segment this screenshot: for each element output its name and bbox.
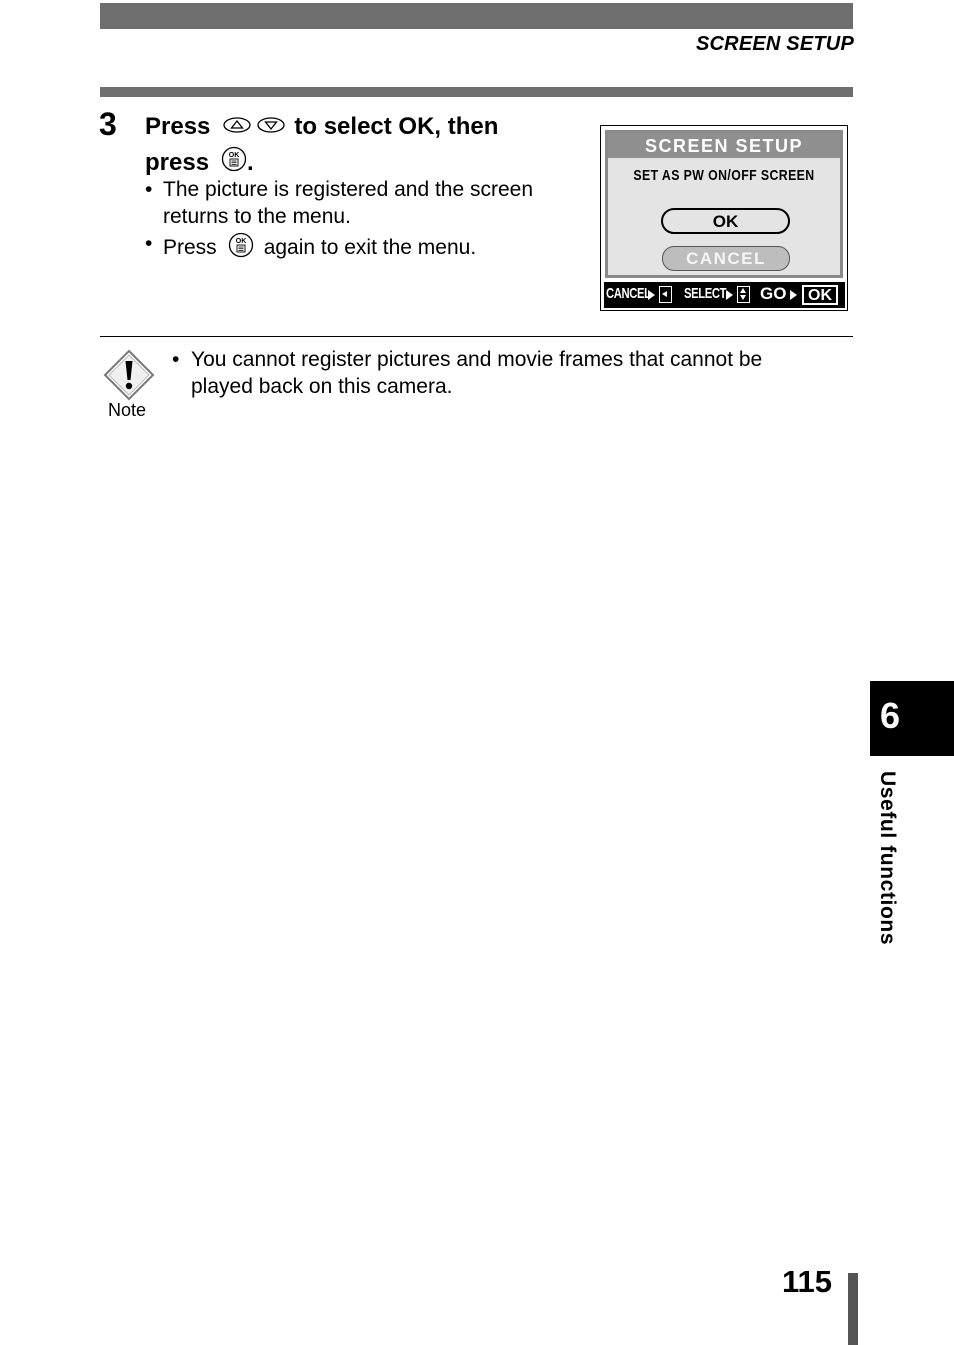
lcd-guide-go: GO	[760, 284, 787, 303]
bullet-text: The picture is registered and the screen	[163, 178, 534, 201]
note-bullet-dot: •	[172, 348, 180, 371]
bullet-text-cont: returns to the menu.	[163, 205, 351, 228]
section-title: SCREEN SETUP	[696, 33, 854, 55]
arrow-right-icon	[726, 290, 733, 300]
section-divider-bar	[100, 87, 853, 97]
lcd-title: SCREEN SETUP	[608, 133, 840, 158]
chapter-label-text: Useful functions	[876, 771, 899, 946]
bullet-dot: •	[145, 178, 153, 201]
step-number: 3	[99, 106, 117, 142]
note-divider	[100, 336, 853, 337]
chapter-tab	[870, 681, 954, 756]
bullet-text-exit	[163, 232, 476, 264]
chapter-label	[875, 771, 901, 961]
step-press-word-2: press	[145, 148, 210, 176]
arrow-right-icon	[790, 290, 797, 300]
lcd-guide-select: SELECT	[684, 285, 727, 302]
note-text-line-1: You cannot register pictures and movie frames that cannot be	[191, 348, 763, 371]
camera-screen-illustration	[600, 125, 848, 311]
ok-menu-button-icon	[221, 146, 247, 179]
step-instruction-rest: to select OK, then	[294, 113, 499, 140]
svg-text:OK: OK	[235, 238, 246, 245]
page-number-bar	[848, 1273, 858, 1345]
ok-menu-button-icon	[228, 232, 254, 264]
step-instruction-line-2	[145, 146, 254, 179]
header-bar	[100, 3, 853, 29]
down-arrow-button-icon	[256, 113, 286, 141]
bullet-exit-text: again to exit the menu.	[263, 236, 477, 259]
chapter-number: 6	[879, 695, 901, 736]
lcd-cancel-option: CANCEL	[662, 246, 790, 271]
lcd-tabs: SET AS PW ON/OFF SCREEN	[633, 167, 815, 184]
warning-note-icon	[103, 349, 155, 406]
arrow-right-icon	[648, 290, 655, 300]
lcd-guide-cancel: CANCEL	[606, 285, 651, 302]
svg-text:OK: OK	[228, 152, 240, 159]
step-period: .	[247, 148, 254, 176]
lcd-menu-panel	[608, 133, 840, 275]
page-number: 115	[782, 1264, 833, 1299]
up-down-key-icon	[737, 286, 750, 303]
lcd-frame	[605, 130, 843, 278]
lcd-guide-ok: OK	[802, 285, 838, 305]
step-press-word: Press	[145, 113, 211, 140]
left-key-icon	[659, 286, 672, 303]
note-text-line-2: played back on this camera.	[191, 375, 453, 398]
bullet-press-word: Press	[163, 236, 217, 259]
up-arrow-button-icon	[222, 113, 252, 141]
bullet-dot: •	[145, 232, 153, 255]
step-instruction-line-1	[145, 113, 498, 141]
lcd-ok-option: OK	[661, 208, 790, 234]
note-label: Note	[108, 400, 147, 420]
lcd-guide-bar	[604, 282, 845, 308]
